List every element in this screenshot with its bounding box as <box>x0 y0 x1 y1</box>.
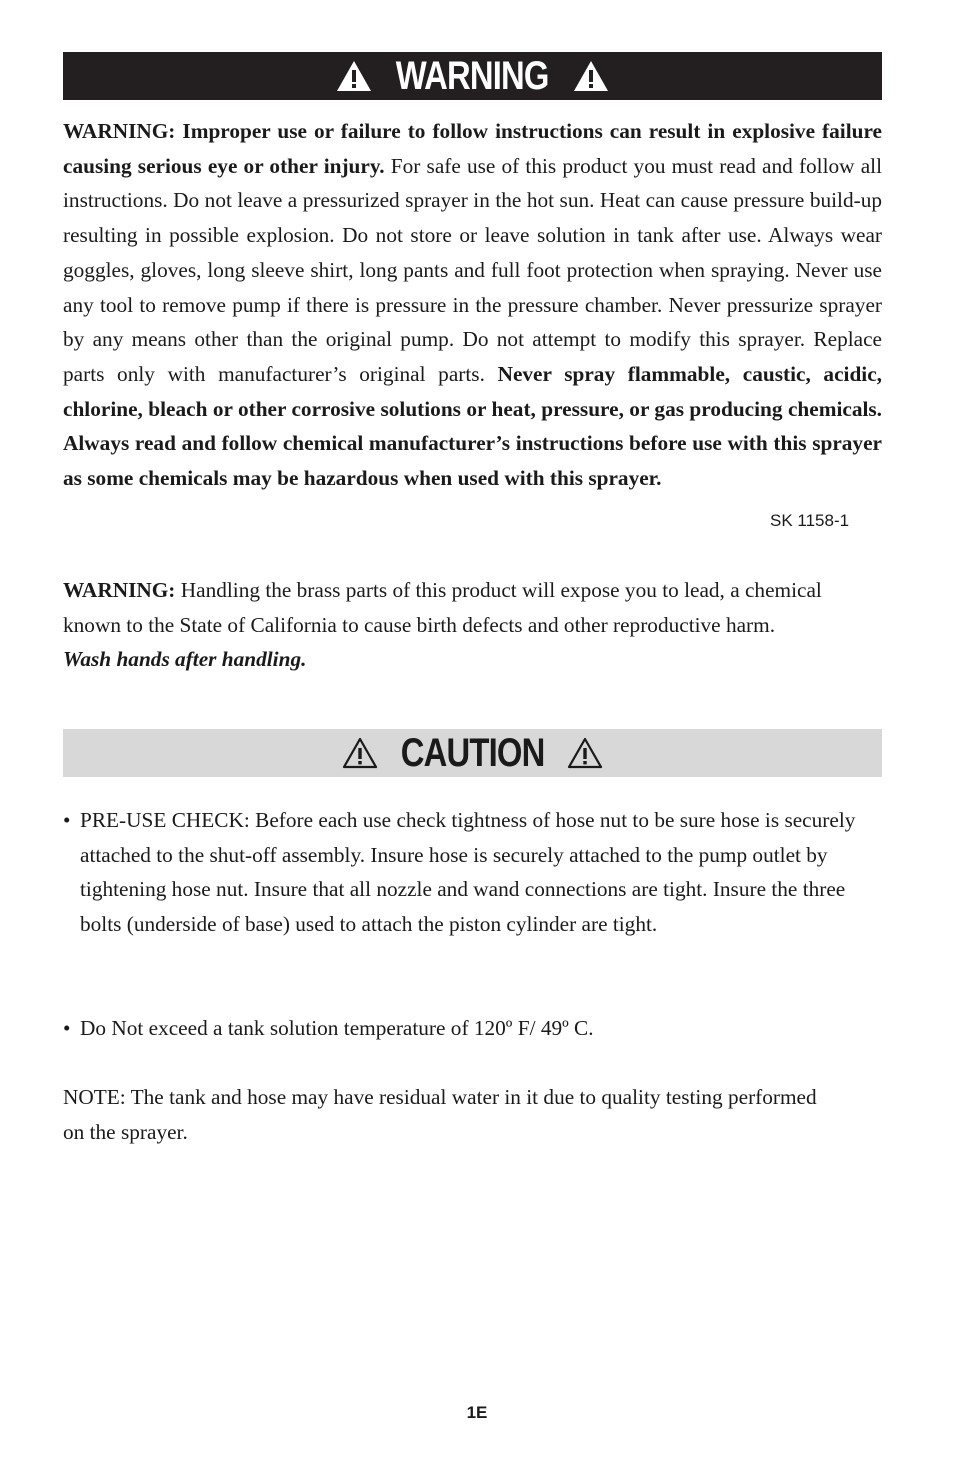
warning-body: For safe use of this product you must read and follow all instructions. Do not leave a pressurized sprayer in the hot sun. Heat can cause pressure build-up resulting in possible explosion. Do not store or leave solution in tank after use. Always wear goggles, gloves, long sleeve shirt, long pants and full foot protection when spraying. Never use any tool to remove pump if there is pressure in the pressure chamber. Never pressurize sprayer by any means other than the original pump. Do not attempt to modify this sprayer. Replace parts only with manufacturer’s original parts. <box>63 153 882 386</box>
caution-banner <box>63 729 882 777</box>
lead-warning-emphasis: Wash hands after handling. <box>63 647 307 672</box>
warning-lead: WARNING: Improper use or failure to follow instructions can result in explosive failure causing serious eye or other injury. <box>63 119 882 178</box>
list-item <box>63 1011 863 1046</box>
warning-triangle-icon <box>341 736 379 770</box>
warning-banner <box>63 52 882 100</box>
list-item <box>63 803 863 942</box>
list-item-text: PRE-USE CHECK: Before each use check tightness of hose nut to be sure hose is securely attached to the shut-off assembly. Insure hose is securely attached to the pump outlet by tightening hose nut. Insure that all nozzle and wand connections are tight. Insure the three bolts (underside of base) used to attach the piston cylinder are tight. <box>80 808 856 937</box>
warning-title: WARNING <box>396 54 549 98</box>
document-code: SK 1158-1 <box>770 511 850 530</box>
lead-warning-paragraph <box>63 573 873 677</box>
warning-closing: Never spray flammable, caustic, acidic, chlorine, bleach or other corrosive solutions or heat, pressure, or gas producing chemicals. Always read and follow chemical manufacturer’s instructions before use with this sprayer as some chemicals may be hazardous when used with this sprayer. <box>63 361 882 491</box>
page-number: 1E <box>466 1403 488 1422</box>
lead-warning-label: WARNING: <box>63 578 176 602</box>
lead-warning-body: Handling the brass parts of this product will expose you to lead, a chemical known to the State of California to cause birth defects and other reproductive harm. <box>63 578 822 637</box>
bullet: • <box>63 1016 71 1040</box>
list-item-text: Do Not exceed a tank solution temperature of 120º F/ 49º C. <box>80 1016 594 1040</box>
warning-triangle-icon <box>566 736 604 770</box>
warning-paragraph <box>63 114 882 496</box>
warning-triangle-icon <box>572 59 610 93</box>
warning-triangle-icon <box>335 59 373 93</box>
note-paragraph: NOTE: The tank and hose may have residual water in it due to quality testing performed on the sprayer. <box>63 1085 817 1144</box>
bullet: • <box>63 808 71 832</box>
caution-title: CAUTION <box>400 731 545 775</box>
